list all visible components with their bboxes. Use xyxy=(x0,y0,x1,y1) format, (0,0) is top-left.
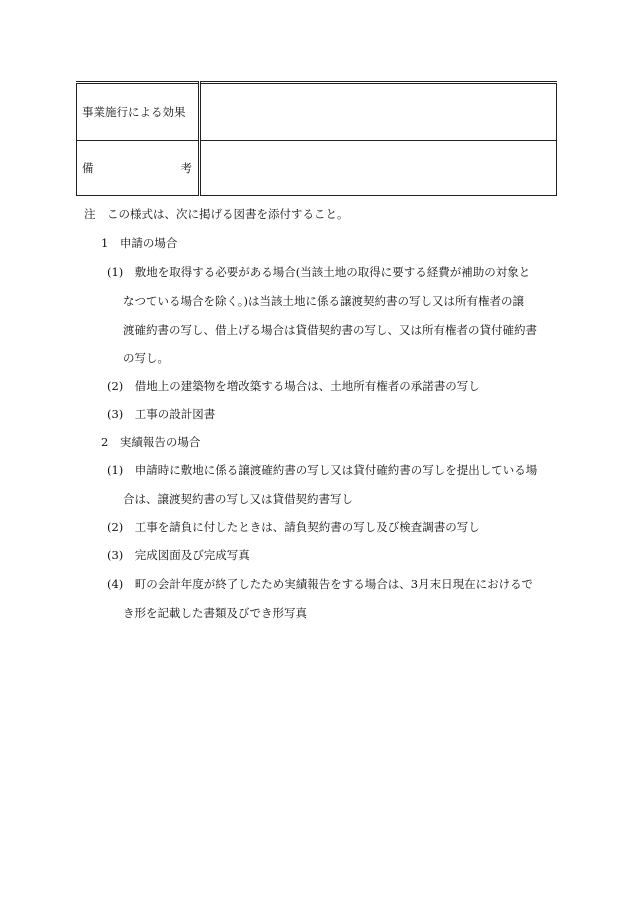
s2-item1-line2: 合は、譲渡契約書の写し又は貸借契約書写し xyxy=(123,492,353,506)
s1-item1-line3: 渡確約書の写し、借上げる場合は貸借契約書の写し、又は所有権者の貸付確約書 xyxy=(123,323,537,337)
s2-item4-line1: (4) 町の会計年度が終了したため実績報告をする場合は、3月末日現在におけるで xyxy=(107,577,533,591)
form-table xyxy=(76,81,557,196)
remarks-label xyxy=(77,141,200,196)
remarks-value xyxy=(200,141,557,196)
s1-item1-line4: の写し。 xyxy=(123,351,169,365)
s1-item3: (3) 工事の設計図書 xyxy=(107,407,216,421)
table-row xyxy=(77,83,557,141)
s2-item4-line2: き形を記載した書類及びでき形写真 xyxy=(123,606,307,620)
remarks-label-right: 考 xyxy=(180,161,192,175)
s1-item2: (2) 借地上の建築物を増改築する場合は、土地所有権者の承諾書の写し xyxy=(107,379,480,393)
effect-label: 事業施行による効果 xyxy=(77,83,200,141)
section-2-heading: 2 実績報告の場合 xyxy=(101,435,201,449)
s1-item1-line1: (1) 敷地を取得する必要がある場合(当該土地の取得に要する経費が補助の対象と xyxy=(107,265,531,279)
s2-item1-line1: (1) 申請時に敷地に係る譲渡確約書の写し又は貸付確約書の写しを提出している場 xyxy=(107,463,538,477)
note-intro: 注 この様式は、次に掲げる図書を添付すること。 xyxy=(84,207,349,221)
section-1-heading: 1 申請の場合 xyxy=(101,236,178,250)
remarks-label-left: 備 xyxy=(82,161,94,175)
table-row xyxy=(77,141,557,196)
s1-item1-line2: なつている場合を除く。)は当該土地に係る譲渡契約書の写し又は所有権者の譲 xyxy=(123,294,525,308)
s2-item3: (3) 完成図面及び完成写真 xyxy=(107,548,250,562)
effect-value xyxy=(200,83,557,141)
s2-item2: (2) 工事を請負に付したときは、請負契約書の写し及び検査調書の写し xyxy=(107,520,480,534)
